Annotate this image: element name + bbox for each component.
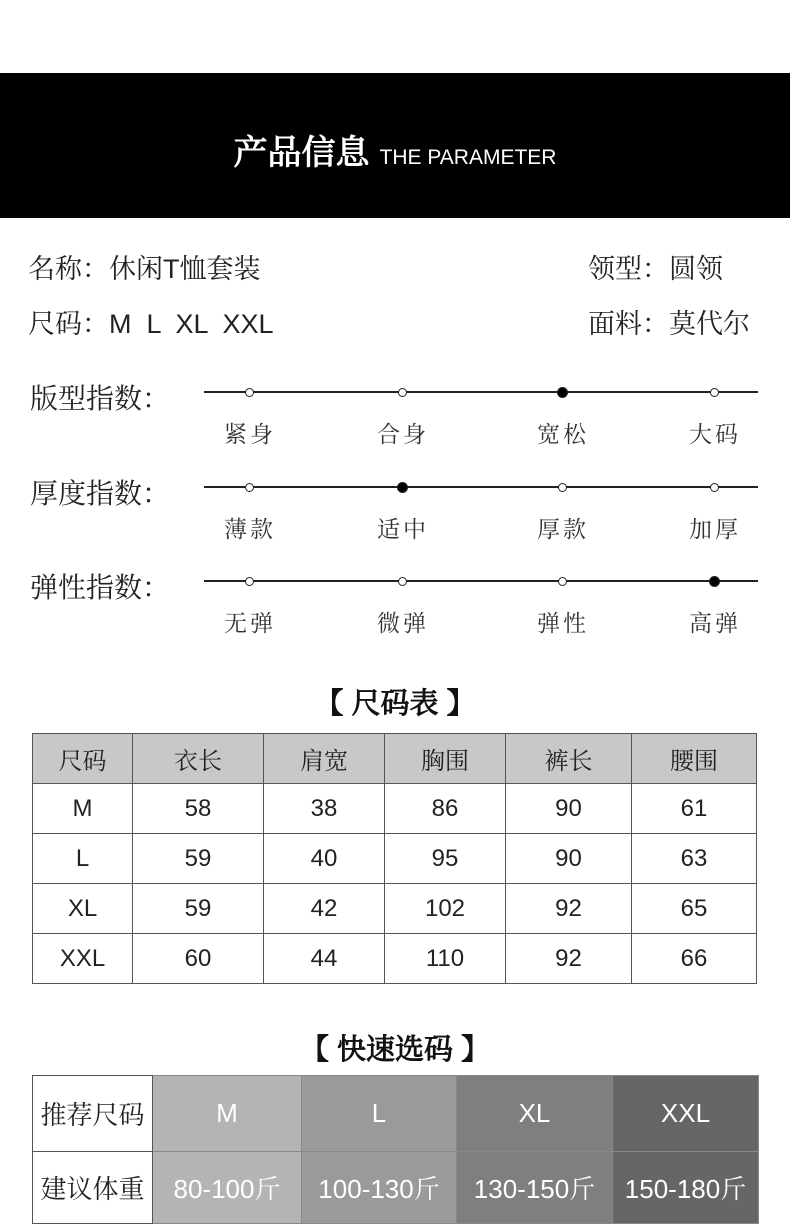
index-option-label: 厚款 xyxy=(537,516,589,542)
table-cell: 92 xyxy=(506,934,632,984)
product-name: 名称：休闲T恤套装 xyxy=(28,254,261,284)
table-cell: 95 xyxy=(385,834,506,884)
header-cell: 裤长 xyxy=(506,734,632,784)
collar-type: 领型：圆领 xyxy=(588,254,723,284)
table-cell: 66 xyxy=(632,934,757,984)
index-marker xyxy=(398,577,407,586)
weight-cell: 130-150斤 xyxy=(457,1152,613,1224)
index-marker xyxy=(398,388,407,397)
size-chart-title: 【 尺码表 】 xyxy=(314,688,476,720)
index-marker-selected xyxy=(557,387,568,398)
banner-subtitle: THE PARAMETER xyxy=(379,146,557,169)
index-option-label: 薄款 xyxy=(224,516,276,542)
table-cell: 63 xyxy=(632,834,757,884)
table-cell: 59 xyxy=(133,834,264,884)
index-scale-line xyxy=(204,580,758,582)
index-label: 弹性指数： xyxy=(30,572,171,603)
table-cell: 44 xyxy=(264,934,385,984)
header-cell: 肩宽 xyxy=(264,734,385,784)
index-label: 版型指数： xyxy=(30,383,171,414)
table-row xyxy=(33,884,757,934)
index-option-label: 合身 xyxy=(377,421,429,447)
table-cell: 61 xyxy=(632,784,757,834)
banner-title: 产品信息 xyxy=(233,134,370,172)
header-cell: 腰围 xyxy=(632,734,757,784)
size-chart-table xyxy=(32,733,757,984)
quick-select-title: 【 快速选码 】 xyxy=(299,1034,491,1066)
size-chart-header xyxy=(33,734,757,784)
index-marker-selected xyxy=(397,482,408,493)
weight-cell: 100-130斤 xyxy=(302,1152,457,1224)
index-marker xyxy=(710,483,719,492)
weight-cell: 80-100斤 xyxy=(153,1152,302,1224)
size-cell: M xyxy=(153,1076,302,1152)
index-label: 厚度指数： xyxy=(30,478,171,509)
quick-select-table xyxy=(32,1075,759,1224)
index-marker xyxy=(558,483,567,492)
table-row xyxy=(33,784,757,834)
row-label: 建议体重 xyxy=(33,1152,153,1224)
table-row xyxy=(33,934,757,984)
table-cell: 90 xyxy=(506,834,632,884)
table-cell: 90 xyxy=(506,784,632,834)
index-scale-line xyxy=(204,391,758,393)
index-option-label: 弹性 xyxy=(537,610,589,636)
index-option-label: 紧身 xyxy=(224,421,276,447)
recommended-size-row xyxy=(33,1076,759,1152)
size-cell: L xyxy=(302,1076,457,1152)
table-cell: 102 xyxy=(385,884,506,934)
table-cell: XL xyxy=(33,884,133,934)
header-cell: 胸围 xyxy=(385,734,506,784)
weight-cell: 150-180斤 xyxy=(613,1152,759,1224)
row-label: 推荐尺码 xyxy=(33,1076,153,1152)
index-marker-selected xyxy=(709,576,720,587)
table-cell: XXL xyxy=(33,934,133,984)
table-cell: 92 xyxy=(506,884,632,934)
index-option-label: 微弹 xyxy=(377,610,429,636)
index-option-label: 宽松 xyxy=(537,421,589,447)
header-banner xyxy=(0,73,790,218)
index-marker xyxy=(710,388,719,397)
table-cell: 65 xyxy=(632,884,757,934)
size-options: 尺码：M L XL XXL xyxy=(28,309,274,339)
index-option-label: 适中 xyxy=(377,516,429,542)
size-cell: XXL xyxy=(613,1076,759,1152)
table-row xyxy=(33,834,757,884)
table-cell: L xyxy=(33,834,133,884)
fabric-type: 面料：莫代尔 xyxy=(588,309,750,339)
table-cell: 110 xyxy=(385,934,506,984)
table-cell: 86 xyxy=(385,784,506,834)
size-cell: XL xyxy=(457,1076,613,1152)
index-marker xyxy=(245,577,254,586)
table-cell: 60 xyxy=(133,934,264,984)
table-cell: 58 xyxy=(133,784,264,834)
index-marker xyxy=(558,577,567,586)
index-option-label: 加厚 xyxy=(689,516,741,542)
header-cell: 尺码 xyxy=(33,734,133,784)
table-cell: 38 xyxy=(264,784,385,834)
table-cell: 59 xyxy=(133,884,264,934)
table-cell: 40 xyxy=(264,834,385,884)
table-cell: M xyxy=(33,784,133,834)
table-cell: 42 xyxy=(264,884,385,934)
header-cell: 衣长 xyxy=(133,734,264,784)
index-option-label: 大码 xyxy=(689,421,741,447)
suggested-weight-row xyxy=(33,1152,759,1224)
index-marker xyxy=(245,388,254,397)
index-option-label: 高弹 xyxy=(689,610,741,636)
index-scale-line xyxy=(204,486,758,488)
index-marker xyxy=(245,483,254,492)
index-option-label: 无弹 xyxy=(224,610,276,636)
